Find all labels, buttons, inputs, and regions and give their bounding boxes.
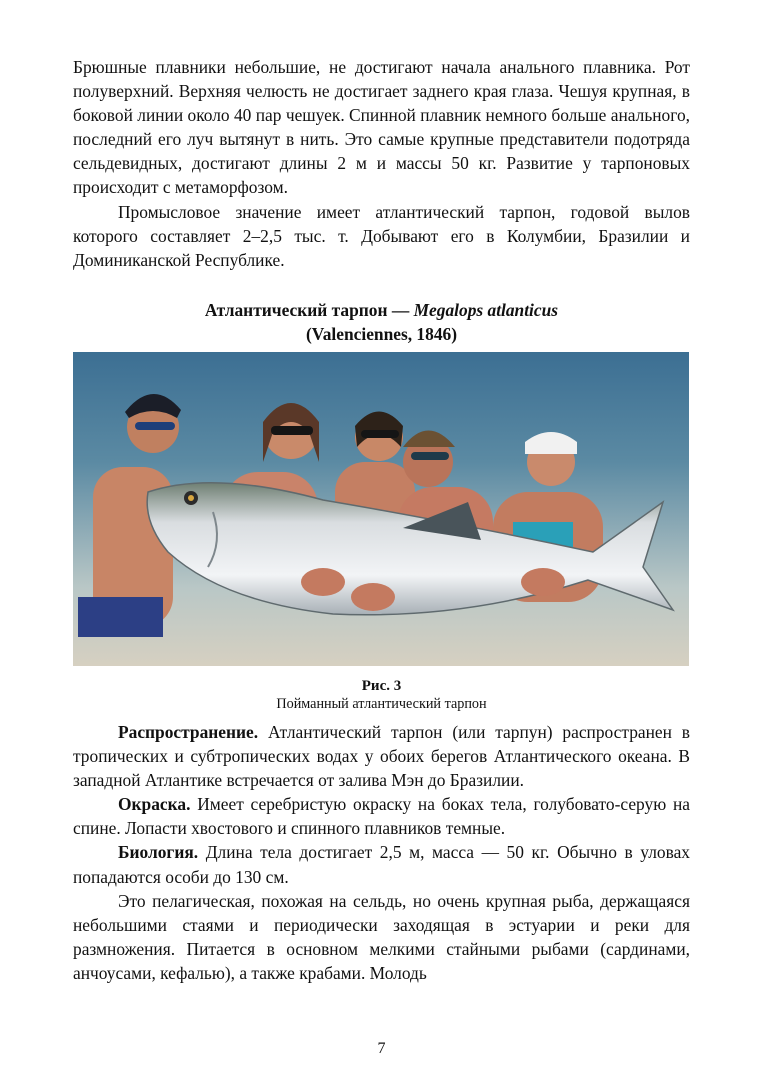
figure-caption-block: [73, 677, 690, 713]
species-common-name: Атлантический тарпон —: [204, 300, 410, 320]
species-author: (Valenciennes, 1846): [305, 324, 458, 344]
coloration-paragraph: [73, 792, 690, 840]
distribution-paragraph: [73, 720, 690, 792]
distribution-text: Атлантический тарпон (или тарпун) распространен в тропических и субтропических водах у обоих берегов Атлантического океана. В западной Атлантике встречается от залива Мэн до Бразилии.: [73, 722, 690, 791]
tarpon-photo: [73, 352, 689, 666]
distribution-title: Распространение.: [118, 722, 259, 742]
coloration-text: Имеет серебристую окраску на боках тела, голубовато-серую на спине. Лопасти хвостового и спинного плавников темные.: [73, 794, 690, 839]
figure-label: Рис. 3: [361, 678, 402, 694]
species-heading: [73, 298, 690, 346]
ecology-paragraph: Это пелагическая, похожая на сельдь, но очень крупная рыба, держащаяся небольшими стаями и периодически заходящая в эстуарии и реки для размножения. Питается в основном мелкими стайными рыбами (сардинами, анчоусами, кефалью), а также крабами. Молодь: [73, 890, 690, 983]
coloration-title: Окраска.: [118, 794, 191, 815]
biology-title: Биология.: [118, 842, 199, 863]
body-text: [73, 720, 690, 985]
species-latin-name: Megalops atlanticus: [413, 300, 559, 320]
intro-paragraph-1: Брюшные плавники небольшие, не достигают начала анального плавника. Рот полуверхний. Верхняя челюсть не достигает заднего края глаза. Чешуя крупная, в боковой линии около 40 пар чешуек. Спинной плавник немного больше анального, последний его луч вытянут в нить. Это самые крупные представители подотряда сельдевидных, достигают длины 2 м и массы 50 кг. Развитие у тарпоновых происходит с метаморфозом.: [73, 57, 690, 198]
page-number: 7: [377, 1040, 386, 1057]
intro-paragraph-2: Промысловое значение имеет атлантический тарпон, годовой вылов которого составляет 2–2,5 тыс. т. Добывают его в Колумбии, Бразилии и Доминиканской Республике.: [73, 201, 690, 270]
biology-text: Длина тела достигает 2,5 м, масса — 50 кг. Обычно в уловах попадаются особи до 130 см.: [73, 842, 690, 887]
biology-paragraph: [73, 840, 690, 888]
intro-text: [73, 55, 690, 272]
figure-caption: Пойманный атлантический тарпон: [276, 696, 487, 712]
